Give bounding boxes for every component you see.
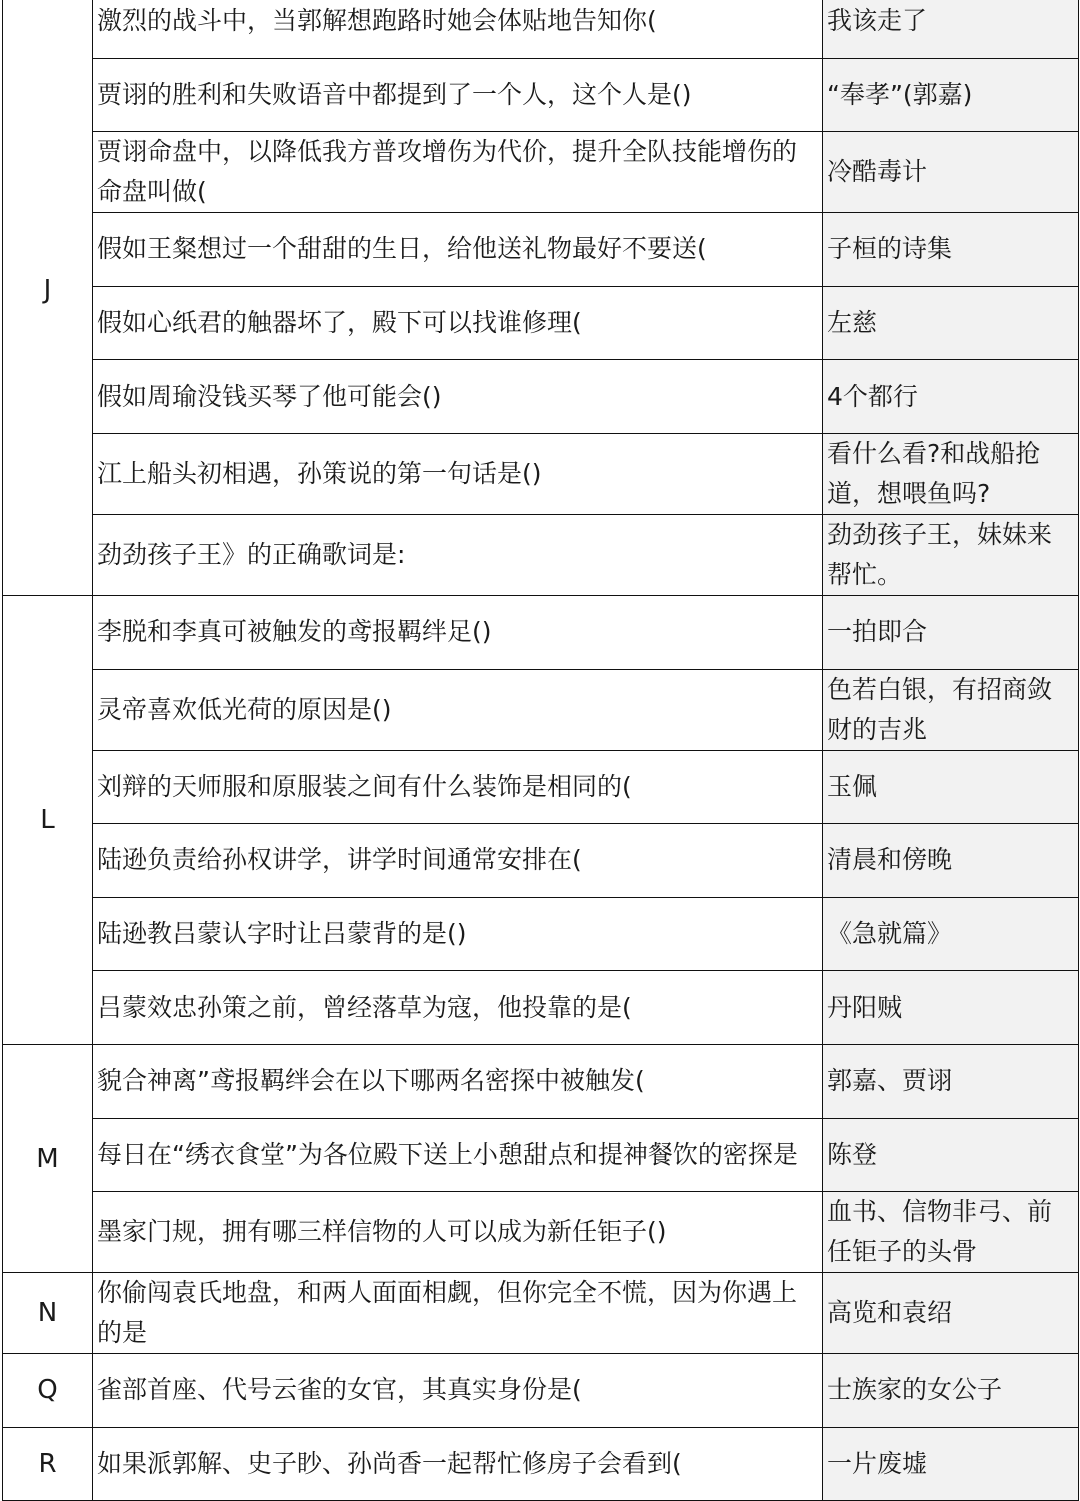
question-cell: 貌合神离”鸢报羁绊会在以下哪两名密探中被触发(: [93, 1044, 823, 1118]
answer-cell: 一拍即合: [823, 595, 1079, 669]
answer-cell: 士族家的女公子: [823, 1354, 1079, 1428]
question-cell: 灵帝喜欢低光荷的原因是(): [93, 669, 823, 750]
table-row: [3, 286, 1079, 360]
table-row: [3, 360, 1079, 434]
index-letter: N: [3, 1273, 93, 1354]
table-row: [3, 1427, 1079, 1501]
question-cell: 吕蒙效忠孙策之前，曾经落草为寇，他投靠的是(: [93, 971, 823, 1045]
table-row: [3, 595, 1079, 669]
answer-cell: 郭嘉、贾诩: [823, 1044, 1079, 1118]
question-cell: 如果派郭解、史子眇、孙尚香一起帮忙修房子会看到(: [93, 1427, 823, 1501]
index-letter: Q: [3, 1354, 93, 1428]
answer-cell: 玉佩: [823, 750, 1079, 824]
answer-cell: 劲劲孩子王，妹妹来帮忙。: [823, 514, 1079, 595]
answer-cell: 清晨和傍晚: [823, 824, 1079, 898]
question-cell: 刘辩的天师服和原服装之间有什么装饰是相同的(: [93, 750, 823, 824]
answer-cell: 我该走了: [823, 0, 1079, 58]
answer-cell: 冷酷毒计: [823, 132, 1079, 213]
answer-cell: 子桓的诗集: [823, 213, 1079, 287]
question-cell: 每日在“绣衣食堂”为各位殿下送上小憩甜点和提神餐饮的密探是: [93, 1118, 823, 1192]
answer-cell: 色若白银，有招商敛财的吉兆: [823, 669, 1079, 750]
table-row: [3, 750, 1079, 824]
index-letter: L: [3, 595, 93, 1044]
question-cell: 江上船头初相遇，孙策说的第一句话是(): [93, 433, 823, 514]
answer-cell: 4个都行: [823, 360, 1079, 434]
answer-cell: “奉孝”(郭嘉): [823, 58, 1079, 132]
question-cell: 陆逊教吕蒙认字时让吕蒙背的是(): [93, 897, 823, 971]
table-row: [3, 1273, 1079, 1354]
index-letter: R: [3, 1427, 93, 1501]
answer-cell: 丹阳贼: [823, 971, 1079, 1045]
index-letter: J: [3, 0, 93, 595]
answer-cell: 陈登: [823, 1118, 1079, 1192]
index-letter: M: [3, 1044, 93, 1272]
answer-cell: 左慈: [823, 286, 1079, 360]
question-cell: 假如周瑜没钱买琴了他可能会(): [93, 360, 823, 434]
question-cell: 假如心纸君的触器坏了，殿下可以找谁修理(: [93, 286, 823, 360]
question-cell: 雀部首座、代号云雀的女官，其真实身份是(: [93, 1354, 823, 1428]
table-row: [3, 1118, 1079, 1192]
table-row: [3, 514, 1079, 595]
question-cell: 你偷闯袁氏地盘，和两人面面相觑，但你完全不慌，因为你遇上的是: [93, 1273, 823, 1354]
table-row: [3, 971, 1079, 1045]
question-cell: 激烈的战斗中，当郭解想跑路时她会体贴地告知你(: [93, 0, 823, 58]
table-row: [3, 1044, 1079, 1118]
question-cell: 李脱和李真可被触发的鸢报羁绊足(): [93, 595, 823, 669]
table-row: [3, 0, 1079, 58]
table-row: [3, 58, 1079, 132]
question-cell: 贾诩命盘中，以降低我方普攻增伤为代价，提升全队技能增伤的命盘叫做(: [93, 132, 823, 213]
answer-cell: 高览和袁绍: [823, 1273, 1079, 1354]
quiz-answer-sheet: [2, 0, 1078, 1501]
answer-cell: 看什么看?和战船抢道，想喂鱼吗?: [823, 433, 1079, 514]
question-cell: 假如王粲想过一个甜甜的生日，给他送礼物最好不要送(: [93, 213, 823, 287]
answer-cell: 《急就篇》: [823, 897, 1079, 971]
table-row: [3, 1354, 1079, 1428]
quiz-table: [2, 0, 1079, 1501]
quiz-table-body: [3, 0, 1079, 1501]
question-cell: 陆逊负责给孙权讲学，讲学时间通常安排在(: [93, 824, 823, 898]
answer-cell: 血书、信物非弓、前任钜子的头骨: [823, 1192, 1079, 1273]
answer-cell: 一片废墟: [823, 1427, 1079, 1501]
question-cell: 墨家门规，拥有哪三样信物的人可以成为新任钜子(): [93, 1192, 823, 1273]
table-row: [3, 824, 1079, 898]
table-row: [3, 669, 1079, 750]
table-row: [3, 433, 1079, 514]
table-row: [3, 132, 1079, 213]
table-row: [3, 897, 1079, 971]
table-row: [3, 1192, 1079, 1273]
question-cell: 劲劲孩子王》的正确歌词是:: [93, 514, 823, 595]
question-cell: 贾诩的胜利和失败语音中都提到了一个人，这个人是(): [93, 58, 823, 132]
table-row: [3, 213, 1079, 287]
